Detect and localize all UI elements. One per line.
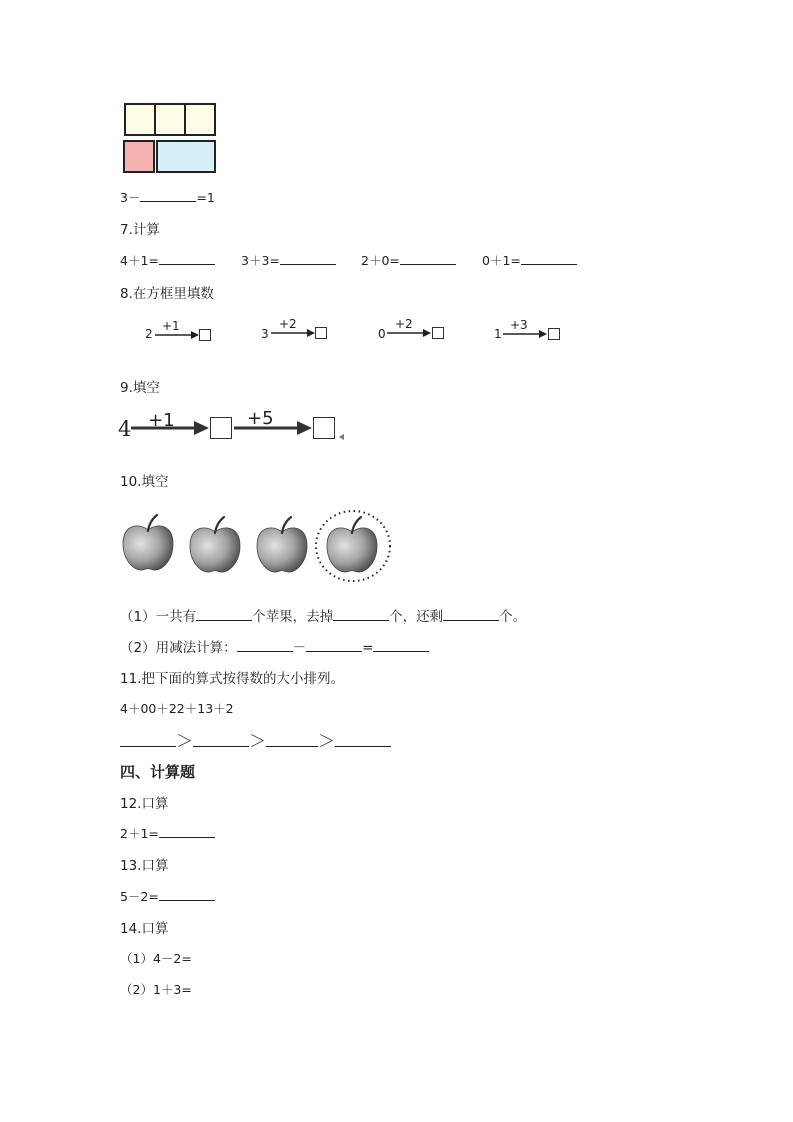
q8-answer-box-1[interactable] xyxy=(199,329,211,341)
q8-op-3: +2 xyxy=(395,317,413,331)
q12-blank[interactable] xyxy=(159,825,215,838)
q10-line2-a: （2）用减法计算： xyxy=(120,640,237,656)
q10-line1-c: 个，还剩 xyxy=(389,609,444,625)
q11-title: 11.把下面的算式按得数的大小排列。 xyxy=(120,671,344,687)
q7-blank-2[interactable] xyxy=(280,252,336,265)
arrow-icon xyxy=(271,329,315,337)
q11-gt-1: ＞ xyxy=(176,732,193,752)
apple-icon xyxy=(254,515,310,575)
q8-start-2: 3 xyxy=(261,327,269,341)
q7-item-2 xyxy=(241,251,336,269)
q11-ordering xyxy=(120,727,391,752)
q10-title: 10.填空 xyxy=(120,474,169,490)
q7-blank-1[interactable] xyxy=(159,252,215,265)
q11-expression: 4＋00＋22＋13＋2 xyxy=(120,701,234,716)
q11-blank-1[interactable] xyxy=(120,734,176,747)
pink-cell xyxy=(123,140,155,173)
q10-blank-remaining[interactable] xyxy=(443,608,499,621)
q6-blank[interactable] xyxy=(140,189,196,202)
q8-start-1: 2 xyxy=(145,327,153,341)
q8-answer-box-4[interactable] xyxy=(548,328,560,340)
q12-item xyxy=(120,824,215,842)
q7-expr-2: 3＋3= xyxy=(241,253,280,268)
q11-gt-2: ＞ xyxy=(249,732,266,752)
q10-blank-difference[interactable] xyxy=(373,639,429,652)
q12-title: 12.口算 xyxy=(120,796,169,812)
cream-cell-3 xyxy=(184,103,216,136)
q10-blank-removed[interactable] xyxy=(333,608,389,621)
q9-title: 9.填空 xyxy=(120,380,160,396)
q13-expr: 5－2= xyxy=(120,889,159,904)
q7-expr-3: 2＋0= xyxy=(361,253,400,268)
q9-start: 4 xyxy=(118,417,132,441)
q8-answer-box-2[interactable] xyxy=(315,327,327,339)
q7-blank-4[interactable] xyxy=(521,252,577,265)
q6-suffix: =1 xyxy=(196,190,215,205)
q6-equation xyxy=(120,188,215,206)
lightblue-cell xyxy=(156,140,216,173)
q8-start-4: 1 xyxy=(494,327,502,341)
q10-blank-minuend[interactable] xyxy=(237,639,293,652)
q13-blank[interactable] xyxy=(159,888,215,901)
q7-item-4 xyxy=(482,251,577,269)
q7-item-1 xyxy=(120,251,215,269)
arrow-icon xyxy=(131,420,209,436)
cream-cell-2 xyxy=(154,103,186,136)
apple-icon xyxy=(187,515,243,575)
q13-item xyxy=(120,887,215,905)
q14-item-1: （1）4－2= xyxy=(120,951,192,966)
q10-line2-minus: － xyxy=(292,640,307,656)
q8-op-2: +2 xyxy=(279,317,297,331)
q11-blank-4[interactable] xyxy=(335,734,391,747)
q10-line-2 xyxy=(120,636,429,656)
q14-item-2: （2）1＋3= xyxy=(120,982,192,997)
q10-line-1 xyxy=(120,605,526,625)
q9-answer-box-2[interactable] xyxy=(313,417,335,439)
q9-answer-box-1[interactable] xyxy=(210,417,232,439)
q7-title: 7.计算 xyxy=(120,222,160,238)
q8-title: 8.在方框里填数 xyxy=(120,286,214,302)
q7-expr-4: 0＋1= xyxy=(482,253,521,268)
q10-line1-a: （1）一共有 xyxy=(120,609,197,625)
section-4-title: 四、计算题 xyxy=(120,763,196,781)
arrow-icon xyxy=(503,330,547,338)
apple-icon xyxy=(120,513,176,573)
q9-op-1: +1 xyxy=(148,410,175,431)
q9-op-2: +5 xyxy=(247,408,274,429)
q6-prefix: 3－ xyxy=(120,190,141,205)
arrow-icon xyxy=(387,329,431,337)
q11-blank-3[interactable] xyxy=(266,734,318,747)
apple-icon xyxy=(324,515,380,575)
q10-line1-b: 个苹果，去掉 xyxy=(252,609,334,625)
q8-op-4: +3 xyxy=(510,318,528,332)
q7-expr-1: 4＋1= xyxy=(120,253,159,268)
q14-title: 14.口算 xyxy=(120,921,169,937)
q7-item-3 xyxy=(361,251,456,269)
q13-title: 13.口算 xyxy=(120,858,169,874)
arrow-icon xyxy=(155,331,199,339)
q8-op-1: +1 xyxy=(162,319,180,333)
q10-line1-d: 个。 xyxy=(499,609,527,625)
small-triangle-icon xyxy=(339,434,344,440)
q7-blank-3[interactable] xyxy=(400,252,456,265)
q11-blank-2[interactable] xyxy=(193,734,249,747)
q8-start-3: 0 xyxy=(378,327,386,341)
q10-blank-subtrahend[interactable] xyxy=(306,639,362,652)
arrow-icon xyxy=(234,420,312,436)
cream-cell-1 xyxy=(124,103,156,136)
q8-answer-box-3[interactable] xyxy=(432,327,444,339)
q10-line2-eq: = xyxy=(362,640,374,656)
q12-expr: 2＋1= xyxy=(120,826,159,841)
q10-blank-total[interactable] xyxy=(196,608,252,621)
q11-gt-3: ＞ xyxy=(318,732,335,752)
